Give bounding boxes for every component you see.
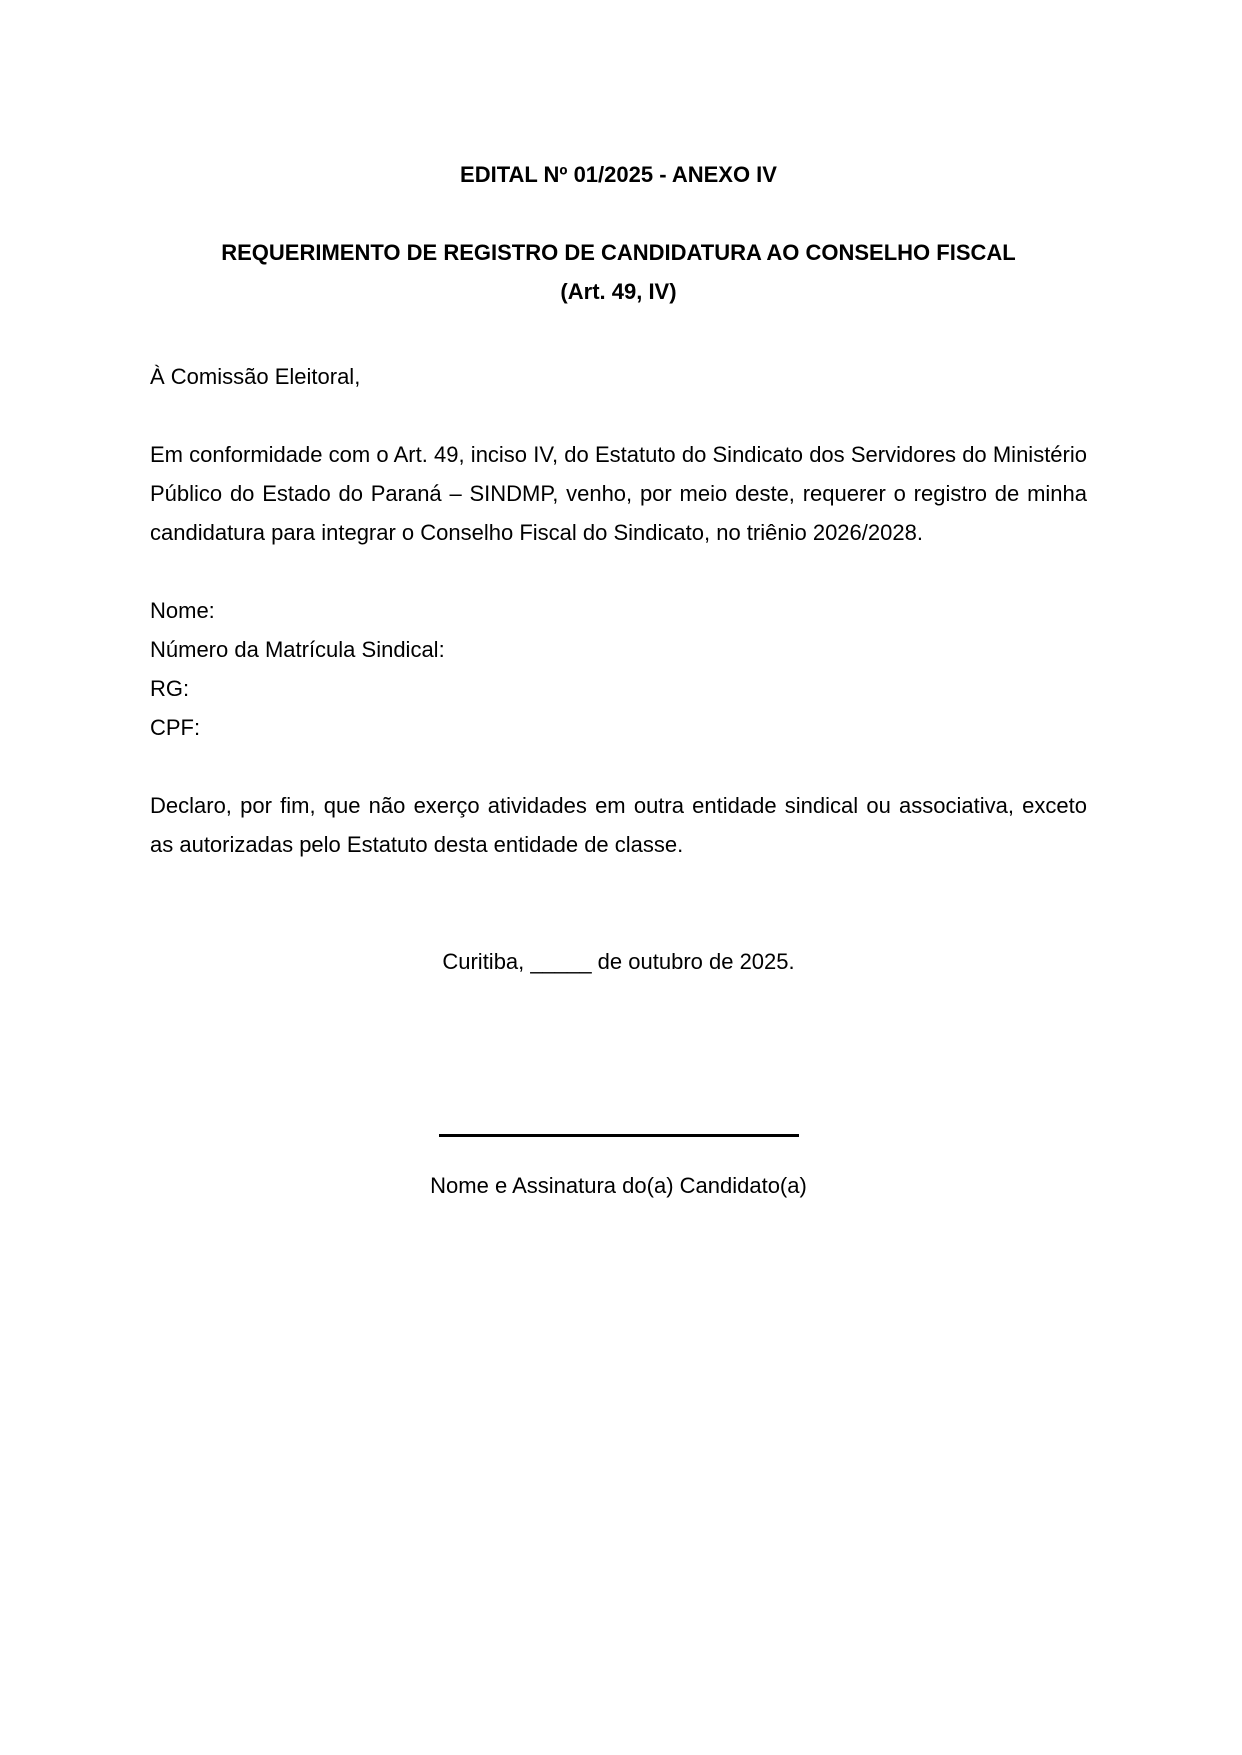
body-paragraph: Em conformidade com o Art. 49, inciso IV, do Estatuto do Sindicato dos Servidores do Ministério Público do Estado do Paraná – SINDMP, venho, por meio deste, requerer o registro de minha candidatura para integrar o Conselho Fiscal do Sindicato, no triênio 2026/2028.: [150, 442, 1087, 545]
date-line: Curitiba, _____ de outubro de 2025.: [442, 949, 795, 974]
fields-block: [150, 591, 1087, 747]
field-label-rg: RG:: [150, 676, 190, 701]
document-subtitle-ref: (Art. 49, IV): [560, 279, 677, 304]
signature-label: Nome e Assinatura do(a) Candidato(a): [430, 1173, 807, 1198]
field-label-matricula: Número da Matrícula Sindical:: [150, 637, 445, 662]
field-label-cpf: CPF:: [150, 715, 201, 740]
field-label-nome: Nome:: [150, 598, 215, 623]
salutation-line: À Comissão Eleitoral,: [150, 364, 361, 389]
document-title: EDITAL Nº 01/2025 - ANEXO IV: [460, 162, 777, 187]
declaration-paragraph: Declaro, por fim, que não exerço atividades em outra entidade sindical ou associativa, exceto as autorizadas pelo Estatuto desta entidade de classe.: [150, 793, 1087, 857]
signature-line: [439, 1134, 799, 1137]
document-subtitle: REQUERIMENTO DE REGISTRO DE CANDIDATURA AO CONSELHO FISCAL: [221, 240, 1016, 265]
